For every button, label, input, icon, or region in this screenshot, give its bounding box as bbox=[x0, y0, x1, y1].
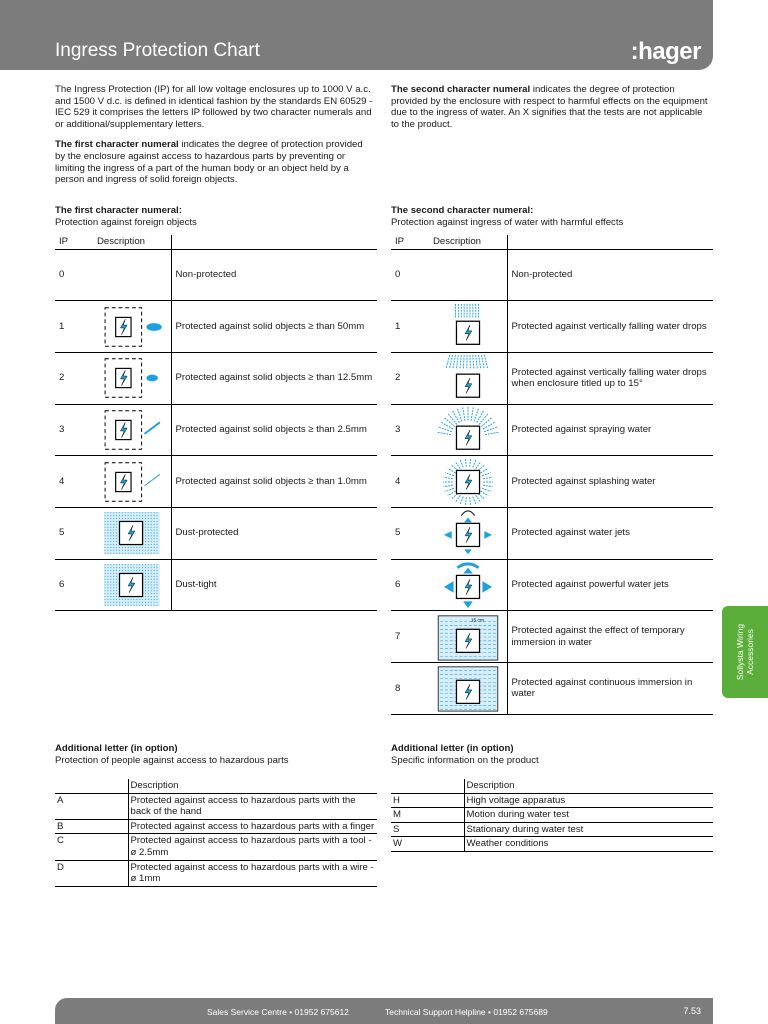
table-row bbox=[391, 249, 713, 301]
section-title: Additional letter (in option) bbox=[391, 743, 514, 754]
table-row bbox=[55, 507, 377, 559]
page-footer bbox=[55, 998, 713, 1024]
ip-code: 3 bbox=[55, 404, 93, 456]
ip-diagram bbox=[93, 249, 171, 301]
letter-description: Weather conditions bbox=[464, 837, 713, 852]
intro-text: indicates the degree of protection provided by the enclosure against access to hazardous parts by preventing or limiting the ingress of a part of the human body or an object held by a person and ingress of solid foreign objects. bbox=[55, 139, 363, 186]
ip-code: 8 bbox=[391, 663, 429, 715]
table-row bbox=[391, 352, 713, 404]
second-numeral-table bbox=[391, 235, 713, 715]
table-row bbox=[391, 793, 713, 808]
ip-description: Protected against solid objects ≥ than 50mm bbox=[171, 301, 377, 353]
ip-description: Protected against the effect of temporary immersion in water bbox=[507, 611, 713, 663]
ip-description: Non-protected bbox=[171, 249, 377, 301]
intro-bold: The first character numeral bbox=[55, 139, 179, 151]
ip-code: 1 bbox=[391, 301, 429, 353]
intro-second-numeral bbox=[391, 84, 711, 130]
splashing-water-icon bbox=[431, 457, 505, 507]
intro-paragraph: The Ingress Protection (IP) for all low voltage enclosures up to 1000 V a.c. and 1500 V d.c. is defined in identical fashion by the standards EN 60529 - IEC 529 it comprises the letters IP followed by two character numerals and or additional/supplementary letters. bbox=[55, 84, 373, 130]
water-jets-icon bbox=[431, 508, 505, 558]
letter-description: Stationary during water test bbox=[464, 822, 713, 837]
table-row bbox=[391, 301, 713, 353]
intro-left bbox=[55, 84, 373, 186]
table-row bbox=[391, 663, 713, 715]
ip-diagram bbox=[429, 352, 507, 404]
ip-diagram bbox=[429, 559, 507, 611]
letter-description: High voltage apparatus bbox=[464, 793, 713, 808]
page-title: Ingress Protection Chart bbox=[55, 40, 260, 61]
intro-first-numeral bbox=[55, 139, 373, 185]
tool-object-icon bbox=[95, 405, 169, 455]
letter-code: D bbox=[55, 860, 128, 886]
ip-description: Protected against splashing water bbox=[507, 456, 713, 508]
table-row bbox=[55, 860, 377, 886]
additional-left-heading bbox=[55, 743, 289, 766]
side-tab-line2: Accessories bbox=[745, 629, 755, 675]
ip-code: 2 bbox=[55, 352, 93, 404]
ip-code: 4 bbox=[391, 456, 429, 508]
table-row bbox=[55, 301, 377, 353]
letter-code: A bbox=[55, 793, 128, 819]
col-ip: IP bbox=[391, 235, 429, 249]
col-description: Description bbox=[464, 779, 713, 793]
letter-description: Protected against access to hazardous parts with a tool - ø 2.5mm bbox=[128, 834, 377, 860]
dust-protected-icon bbox=[95, 508, 169, 558]
table-header-row bbox=[55, 235, 377, 249]
second-numeral-heading bbox=[391, 205, 623, 228]
ip-code: 5 bbox=[391, 507, 429, 559]
table-header-row bbox=[391, 235, 713, 249]
section-side-tab[interactable] bbox=[722, 606, 768, 698]
continuous-immersion-icon bbox=[431, 663, 505, 713]
ip-diagram bbox=[429, 301, 507, 353]
letter-code: S bbox=[391, 822, 464, 837]
additional-right-table bbox=[391, 779, 713, 852]
table-row bbox=[55, 834, 377, 860]
section-subtitle: Protection against foreign objects bbox=[55, 216, 197, 228]
additional-right-heading bbox=[391, 743, 539, 766]
temporary-immersion-icon bbox=[431, 612, 505, 662]
ip-code: 0 bbox=[55, 249, 93, 301]
side-tab-label bbox=[735, 624, 755, 680]
wire-object-icon bbox=[95, 457, 169, 507]
table-row bbox=[391, 559, 713, 611]
intro-bold: The second character numeral bbox=[391, 84, 531, 95]
ip-code: 1 bbox=[55, 301, 93, 353]
ip-diagram bbox=[93, 301, 171, 353]
col-description: Description bbox=[429, 235, 507, 249]
letter-description: Protected against access to hazardous parts with a wire - ø 1mm bbox=[128, 860, 377, 886]
ip-code: 3 bbox=[391, 404, 429, 456]
ip-description: Dust-tight bbox=[171, 559, 377, 611]
ip-description: Protected against powerful water jets bbox=[507, 559, 713, 611]
hager-logo: :hager bbox=[630, 38, 701, 65]
table-header-row bbox=[391, 779, 713, 793]
tilted-drops-icon bbox=[431, 353, 505, 403]
ip-diagram bbox=[429, 249, 507, 301]
ip-diagram bbox=[93, 404, 171, 456]
letter-description: Protected against access to hazardous parts with a finger bbox=[128, 819, 377, 834]
section-title: The first character numeral: bbox=[55, 205, 182, 216]
table-header-row bbox=[55, 779, 377, 793]
intro-right bbox=[391, 84, 711, 130]
side-tab-line1: Sollysta Wiring bbox=[735, 623, 745, 681]
ip-description: Dust-protected bbox=[171, 507, 377, 559]
finger-object-icon bbox=[95, 353, 169, 403]
table-row bbox=[55, 249, 377, 301]
letter-description: Protected against access to hazardous parts with the back of the hand bbox=[128, 793, 377, 819]
col-ip: IP bbox=[55, 235, 93, 249]
col-letter bbox=[391, 779, 464, 793]
powerful-jets-icon bbox=[431, 560, 505, 610]
table-row bbox=[55, 793, 377, 819]
table-row bbox=[391, 507, 713, 559]
table-row bbox=[391, 611, 713, 663]
ip-diagram bbox=[429, 507, 507, 559]
ip-description: Protected against solid objects ≥ than 2.5mm bbox=[171, 404, 377, 456]
dust-tight-icon bbox=[95, 560, 169, 610]
sales-contact: Sales Service Centre • 01952 675612 bbox=[207, 1007, 349, 1017]
ip-description: Protected against water jets bbox=[507, 507, 713, 559]
first-numeral-table bbox=[55, 235, 377, 611]
table-row bbox=[391, 822, 713, 837]
col-description: Description bbox=[93, 235, 171, 249]
ip-description: Protected against solid objects ≥ than 1.0mm bbox=[171, 456, 377, 508]
ip-code: 6 bbox=[391, 559, 429, 611]
section-subtitle: Protection against ingress of water with harmful effects bbox=[391, 216, 624, 228]
page-number: 7.53 bbox=[683, 1006, 701, 1016]
letter-code: B bbox=[55, 819, 128, 834]
section-subtitle: Specific information on the product bbox=[391, 754, 539, 766]
support-contact: Technical Support Helpline • 01952 675689 bbox=[385, 1007, 548, 1017]
table-row bbox=[55, 456, 377, 508]
ip-description: Non-protected bbox=[507, 249, 713, 301]
ip-diagram bbox=[93, 559, 171, 611]
vertical-drops-icon bbox=[431, 302, 505, 352]
ip-diagram bbox=[93, 507, 171, 559]
table-row bbox=[391, 837, 713, 852]
ip-description: Protected against solid objects ≥ than 12.5mm bbox=[171, 352, 377, 404]
ip-code: 6 bbox=[55, 559, 93, 611]
ip-description: Protected against vertically falling water drops when enclosure titled up to 15° bbox=[507, 352, 713, 404]
col-description: Description bbox=[128, 779, 377, 793]
hand-object-icon bbox=[95, 302, 169, 352]
ip-code: 4 bbox=[55, 456, 93, 508]
table-row bbox=[55, 819, 377, 834]
ip-diagram bbox=[429, 663, 507, 715]
ip-description: Protected against spraying water bbox=[507, 404, 713, 456]
spraying-water-icon bbox=[431, 405, 505, 455]
table-row bbox=[55, 404, 377, 456]
ip-diagram bbox=[429, 611, 507, 663]
col-text bbox=[171, 235, 377, 249]
letter-code: H bbox=[391, 793, 464, 808]
table-row bbox=[391, 808, 713, 823]
first-numeral-heading bbox=[55, 205, 197, 228]
ip-code: 5 bbox=[55, 507, 93, 559]
intro-text: indicates the degree of protection provided by the enclosure with respect to harmful effects on the equipment due to the ingress of water. An X signifies that the tests are not applicable to the product. bbox=[391, 84, 708, 130]
section-title: Additional letter (in option) bbox=[55, 743, 178, 754]
ip-description: Protected against continuous immersion in water bbox=[507, 663, 713, 715]
ip-description: Protected against vertically falling water drops bbox=[507, 301, 713, 353]
section-title: The second character numeral: bbox=[391, 205, 534, 216]
table-row bbox=[55, 352, 377, 404]
page-header bbox=[0, 0, 713, 70]
table-row bbox=[391, 404, 713, 456]
table-row bbox=[55, 559, 377, 611]
section-subtitle: Protection of people against access to hazardous parts bbox=[55, 754, 289, 766]
col-text bbox=[507, 235, 713, 249]
ip-diagram bbox=[429, 456, 507, 508]
ip-code: 0 bbox=[391, 249, 429, 301]
ip-diagram bbox=[93, 456, 171, 508]
table-row bbox=[391, 456, 713, 508]
svg-text:15 cm: 15 cm bbox=[470, 618, 484, 624]
col-letter bbox=[55, 779, 128, 793]
letter-code: M bbox=[391, 808, 464, 823]
additional-left-table bbox=[55, 779, 377, 887]
letter-description: Motion during water test bbox=[464, 808, 713, 823]
ip-code: 7 bbox=[391, 611, 429, 663]
ip-diagram bbox=[429, 404, 507, 456]
ip-code: 2 bbox=[391, 352, 429, 404]
letter-code: W bbox=[391, 837, 464, 852]
ip-diagram bbox=[93, 352, 171, 404]
letter-code: C bbox=[55, 834, 128, 860]
